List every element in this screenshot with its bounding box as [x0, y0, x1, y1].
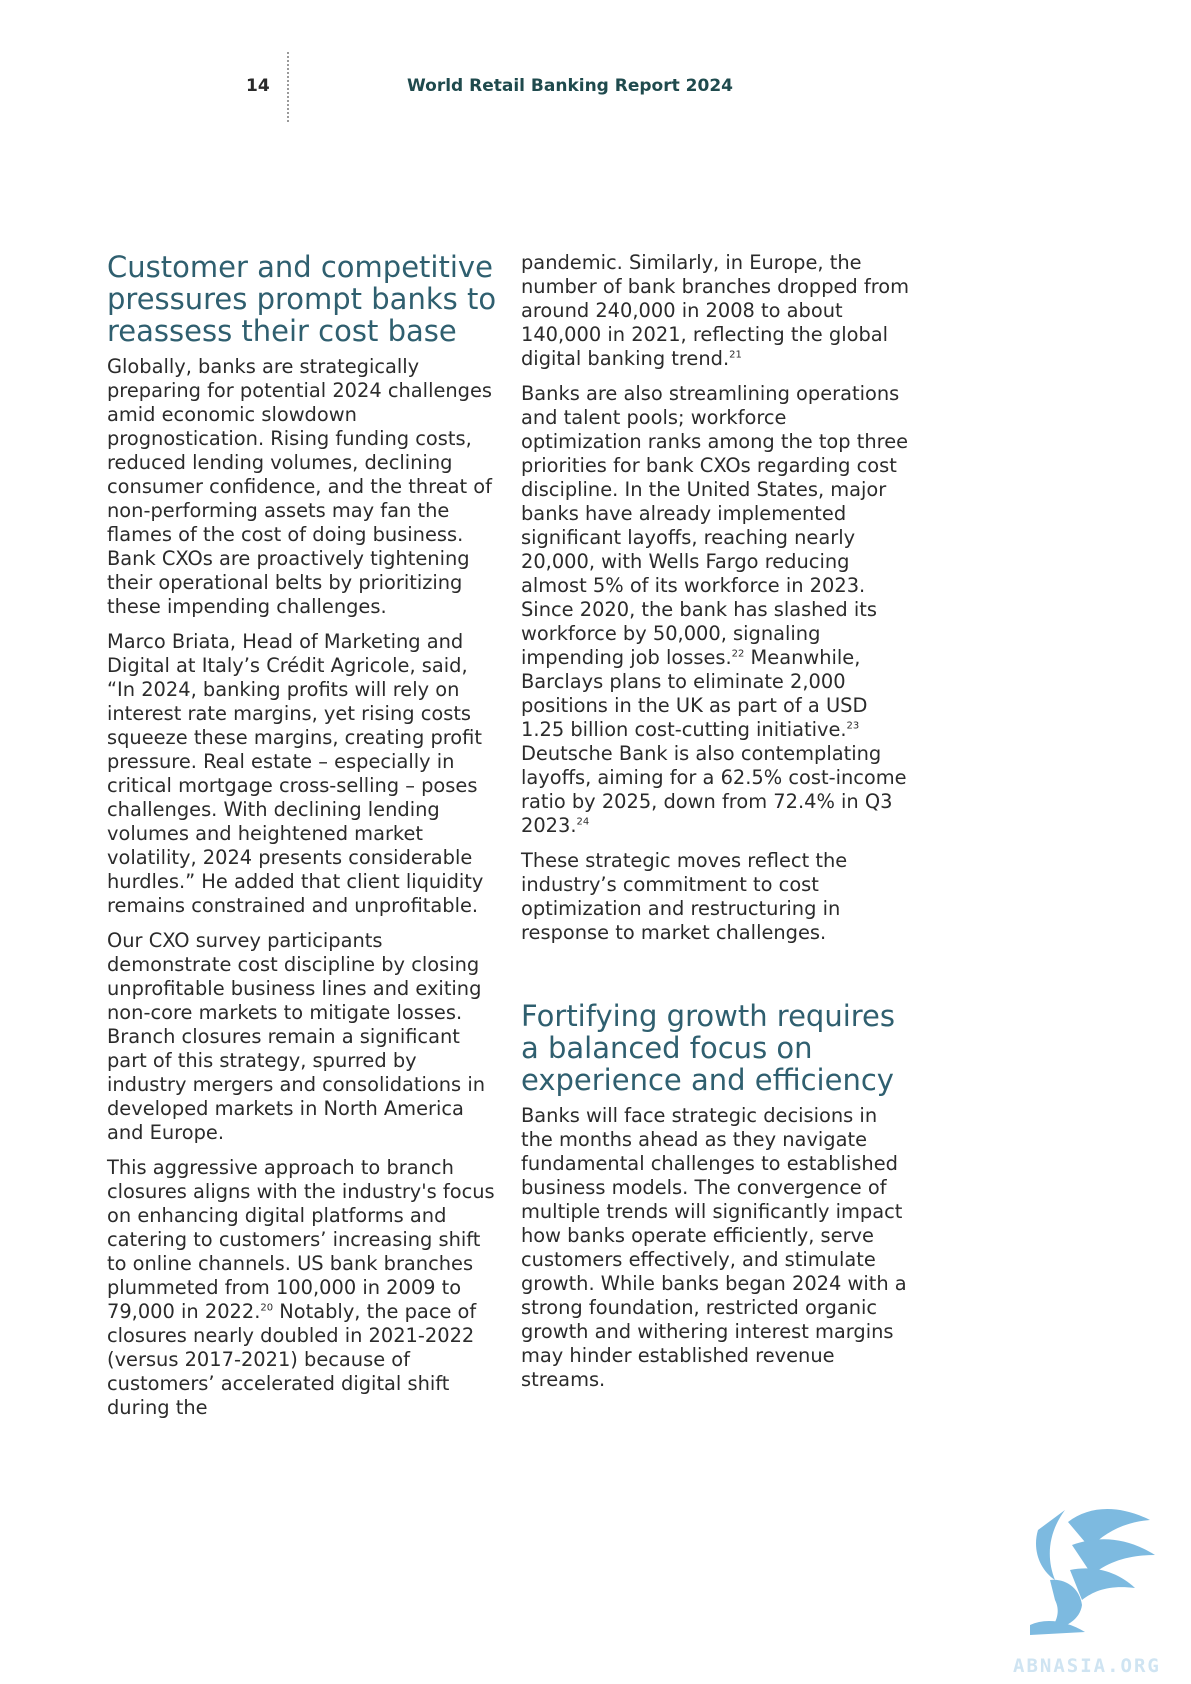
- report-title: World Retail Banking Report 2024: [407, 76, 733, 96]
- paragraph: [107, 1156, 499, 1420]
- text-run: Banks are also streamlining operations and talent pools; workforce optimization ranks among the top three priorities for bank CXOs regarding cost discipline. In the United States, major banks have already implemented significant layoffs, reaching nearly 20,000, with Wells Fargo reducing almost 5% of its workforce in 2023. Since 2020, the bank has slashed its workforce by 50,000, signaling impending job losses.: [521, 382, 909, 669]
- paragraph: These strategic moves reflect the industry’s commitment to cost optimization and restructuring in response to market challenges.: [521, 849, 848, 944]
- left-column: [107, 247, 499, 1431]
- footnote-ref: 23: [846, 720, 860, 732]
- paragraph: Globally, banks are strategically preparing for potential 2024 challenges amid economic slowdown prognostication. Rising funding costs, reduced lending volumes, declining consumer confidence, and the threat of non-performing assets may fan the flames of the cost of doing business. Bank CXOs are proactively tightening their operational belts by prioritizing these impending challenges.: [107, 355, 493, 618]
- text-run: Meanwhile, Barclays plans to eliminate 2,000 positions in the UK as part of a USD 1.25 billion cost-cutting initiative.: [521, 646, 868, 741]
- spacer: [521, 956, 913, 996]
- watermark-logo-icon: [1010, 1500, 1160, 1640]
- footnote-ref: 22: [731, 648, 745, 660]
- footnote-ref: 21: [729, 349, 742, 361]
- section-heading-growth: Fortifying growth requires a balanced focus on experience and efficiency: [521, 999, 895, 1097]
- footnote-ref: 24: [576, 816, 590, 828]
- text-run: pandemic. Similarly, in Europe, the number of bank branches dropped from around 240,000 in 2008 to about 140,000 in 2021, reflecting the global digital banking trend.: [521, 251, 910, 370]
- text-run: Notably, the pace of closures nearly doubled in 2021-2022 (versus 2017-2021) because of customers’ accelerated digital shift during the: [107, 1300, 477, 1419]
- section-heading-cost-base: Customer and competitive pressures prompt banks to reassess their cost base: [107, 250, 497, 348]
- paragraph: Our CXO survey participants demonstrate cost discipline by closing unprofitable business lines and exiting non-core markets to mitigate losses. Branch closures remain a significant part of this strategy, spurred by industry mergers and consolidations in developed markets in North America and Europe.: [107, 929, 485, 1144]
- text-run: This aggressive approach to branch closures aligns with the industry's focus on enhancing digital platforms and catering to customers’ increasing shift to online channels. US bank branches plummeted from 100,000 in 2009 to 79,000 in 2022.: [107, 1156, 495, 1323]
- paragraph: [521, 251, 913, 371]
- paragraph: [521, 382, 913, 838]
- right-column: [521, 251, 913, 1403]
- page-number: 14: [246, 76, 270, 96]
- text-run: Deutsche Bank is also contemplating layoffs, aiming for a 62.5% cost-income ratio by 2025, down from 72.4% in Q3 2023.: [521, 742, 907, 837]
- footnote-ref: 20: [260, 1302, 274, 1314]
- header-divider: [287, 52, 289, 122]
- paragraph: Banks will face strategic decisions in the months ahead as they navigate fundamental challenges to established business models. The convergence of multiple trends will significantly impact how banks operate efficiently, serve customers effectively, and stimulate growth. While banks began 2024 with a strong foundation, restricted organic growth and withering interest margins may hinder established revenue streams.: [521, 1104, 907, 1391]
- paragraph: Marco Briata, Head of Marketing and Digital at Italy’s Crédit Agricole, said, “In 2024, banking profits will rely on interest rate margins, yet rising costs squeeze these margins, creating profit pressure. Real estate – especially in critical mortgage cross-selling – poses challenges. With declining lending volumes and heightened market volatility, 2024 presents considerable hurdles.” He added that client liquidity remains constrained and unprofitable.: [107, 630, 484, 917]
- watermark-text: ABNASIA.ORG: [1013, 1655, 1161, 1677]
